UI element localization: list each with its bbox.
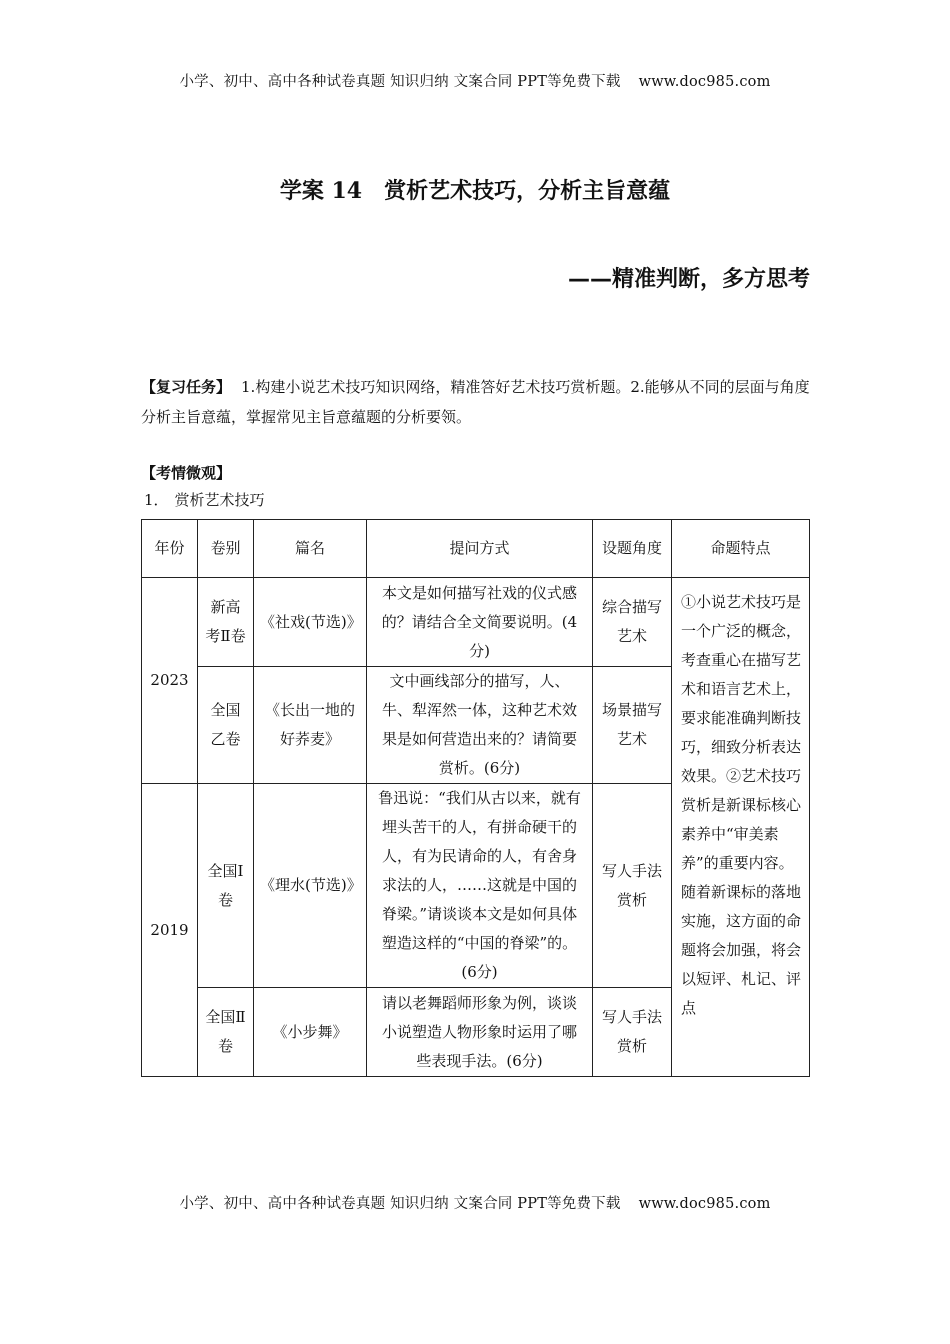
paper-cell: 新高考Ⅱ卷 (198, 578, 254, 667)
title-cell: 《长出一地的好荞麦》 (254, 667, 367, 784)
header-angle: 设题角度 (593, 520, 672, 578)
title-cell: 《社戏(节选)》 (254, 578, 367, 667)
year-cell: 2023 (142, 578, 198, 784)
question-cell: 本文是如何描写社戏的仪式感的？请结合全文简要说明。(4分) (367, 578, 593, 667)
page-footer (0, 1192, 950, 1213)
title-text: 赏析艺术技巧，分析主旨意蕴 (384, 179, 671, 204)
paper-cell: 全国Ⅰ卷 (198, 784, 254, 988)
title-number: 学案 14 (279, 178, 363, 204)
table-row (142, 578, 810, 667)
angle-cell: 写人手法赏析 (593, 988, 672, 1077)
angle-cell: 写人手法赏析 (593, 784, 672, 988)
table-header-row (142, 520, 810, 578)
header-site-link[interactable]: www.doc985.com (638, 74, 771, 90)
header-year: 年份 (142, 520, 198, 578)
header-text: 小学、初中、高中各种试卷真题 知识归纳 文案合同 PPT等免费下载 (179, 74, 621, 90)
subsection-title (144, 489, 265, 510)
question-cell: 请以老舞蹈师形象为例，谈谈小说塑造人物形象时运用了哪些表现手法。(6分) (367, 988, 593, 1077)
review-task (141, 372, 811, 432)
header-title: 篇名 (254, 520, 367, 578)
title-cell: 《小步舞》 (254, 988, 367, 1077)
year-cell: 2019 (142, 784, 198, 1077)
paper-cell: 全国乙卷 (198, 667, 254, 784)
header-question: 提问方式 (367, 520, 593, 578)
header-paper: 卷别 (198, 520, 254, 578)
page-subtitle: ——精准判断，多方思考 (567, 267, 810, 292)
exam-table (141, 519, 810, 1077)
question-cell: 鲁迅说：“我们从古以来，就有埋头苦干的人，有拼命硬干的人，有为民请命的人，有舍身求法的人，……这就是中国的脊梁。”请谈谈本文是如何具体塑造这样的“中国的脊梁”的。(6分) (367, 784, 593, 988)
subsection-number: 1． (144, 491, 169, 509)
features-cell: ①小说艺术技巧是一个广泛的概念，考查重心在描写艺术和语言艺术上，要求能准确判断技巧，细致分析表达效果。②艺术技巧赏析是新课标核心素养中“审美素养”的重要内容。随着新课标的落地实施，这方面的命题将会加强，将会以短评、札记、评点 (672, 578, 810, 1077)
footer-text: 小学、初中、高中各种试卷真题 知识归纳 文案合同 PPT等免费下载 (179, 1196, 621, 1212)
title-cell: 《理水(节选)》 (254, 784, 367, 988)
footer-site-link[interactable]: www.doc985.com (638, 1196, 771, 1212)
question-cell: 文中画线部分的描写，人、牛、犁浑然一体，这种艺术效果是如何营造出来的？请简要赏析。(6分) (367, 667, 593, 784)
paper-cell: 全国Ⅱ卷 (198, 988, 254, 1077)
angle-cell: 场景描写艺术 (593, 667, 672, 784)
exam-overview-heading: 【考情微观】 (141, 464, 232, 482)
page-title (0, 174, 950, 205)
review-task-tag: 【复习任务】 (141, 378, 232, 396)
page-header (0, 70, 950, 91)
angle-cell: 综合描写艺术 (593, 578, 672, 667)
review-task-text: 1.构建小说艺术技巧知识网络，精准答好艺术技巧赏析题。2.能够从不同的层面与角度分析主旨意蕴，掌握常见主旨意蕴题的分析要领。 (141, 378, 810, 426)
header-features: 命题特点 (672, 520, 810, 578)
subsection-text: 赏析艺术技巧 (174, 491, 265, 509)
